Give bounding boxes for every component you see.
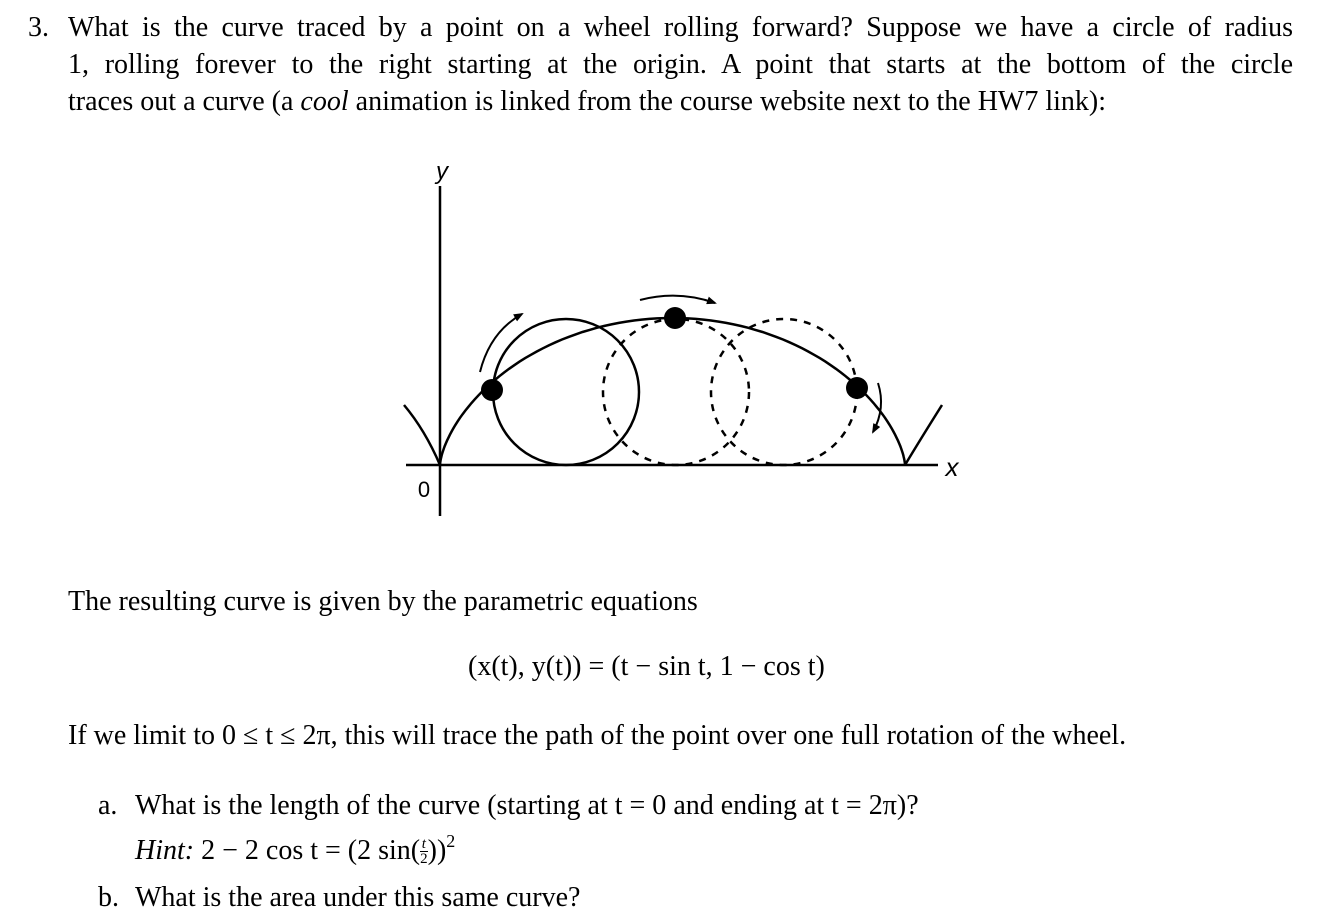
- problem-intro-line-2: 1, rolling forever to the right starting at the origin. A point that starts at the bottom of the circle: [68, 49, 1293, 80]
- parametric-equation: [468, 651, 825, 683]
- curve-point-right: [846, 377, 868, 399]
- part-a-question: [135, 790, 919, 822]
- origin-label: 0: [417, 477, 431, 502]
- hint-fraction: [420, 837, 428, 866]
- hint-exponent: 2: [446, 831, 456, 851]
- rotation-arrow-top-icon: [640, 296, 715, 303]
- hint-label: Hint:: [135, 835, 195, 866]
- part-a-text-1: What is the length of the curve (starting at: [135, 790, 615, 821]
- emphasis-cool: cool: [300, 86, 349, 117]
- part-a-math-1: t = 0: [614, 790, 667, 821]
- y-axis-label: y: [436, 158, 448, 185]
- part-b-label: b.: [98, 882, 119, 913]
- cycloid-next-arc: [905, 405, 942, 465]
- hint-math-right: )): [427, 835, 447, 866]
- intro-text-end: animation is linked from the course website next to the HW7 link):: [348, 86, 1107, 117]
- hint-fraction-denominator: 2: [420, 851, 428, 867]
- curve-point-top: [664, 307, 686, 329]
- equation-text: (x(t), y(t)) = (t − sin t, 1 − cos t): [468, 651, 825, 682]
- wheel-circle-solid: [493, 319, 639, 465]
- part-a-hint: [135, 831, 456, 867]
- limit-math: 0 ≤ t ≤ 2π: [221, 720, 331, 751]
- wheel-circle-dashed-1: [603, 319, 749, 465]
- resulting-curve-text: The resulting curve is given by the parametric equations: [68, 586, 698, 617]
- part-a-label: a.: [98, 790, 118, 821]
- problem-intro-line-1: What is the curve traced by a point on a wheel rolling forward? Suppose we have a circle of radius: [68, 12, 1293, 43]
- intro-text: traces out a curve (a: [68, 86, 301, 117]
- x-axis-label: x: [945, 452, 959, 482]
- problem-number: 3.: [28, 12, 49, 43]
- part-a-text-3: )?: [896, 790, 919, 821]
- hint-fraction-numerator: t: [421, 836, 426, 852]
- part-a-text-2: and ending at: [666, 790, 832, 821]
- cycloid-previous-arc: [404, 405, 440, 465]
- limit-text: [68, 720, 1126, 752]
- hint-math-left: 2 − 2 cos t = (2 sin(: [201, 835, 421, 866]
- limit-text-start: If we limit to: [68, 720, 222, 751]
- curve-point-left: [481, 379, 503, 401]
- part-b-question: What is the area under this same curve?: [135, 882, 581, 913]
- limit-text-end: , this will trace the path of the point over one full rotation of the wheel.: [330, 720, 1127, 751]
- part-a-math-2: t = 2π: [831, 790, 897, 821]
